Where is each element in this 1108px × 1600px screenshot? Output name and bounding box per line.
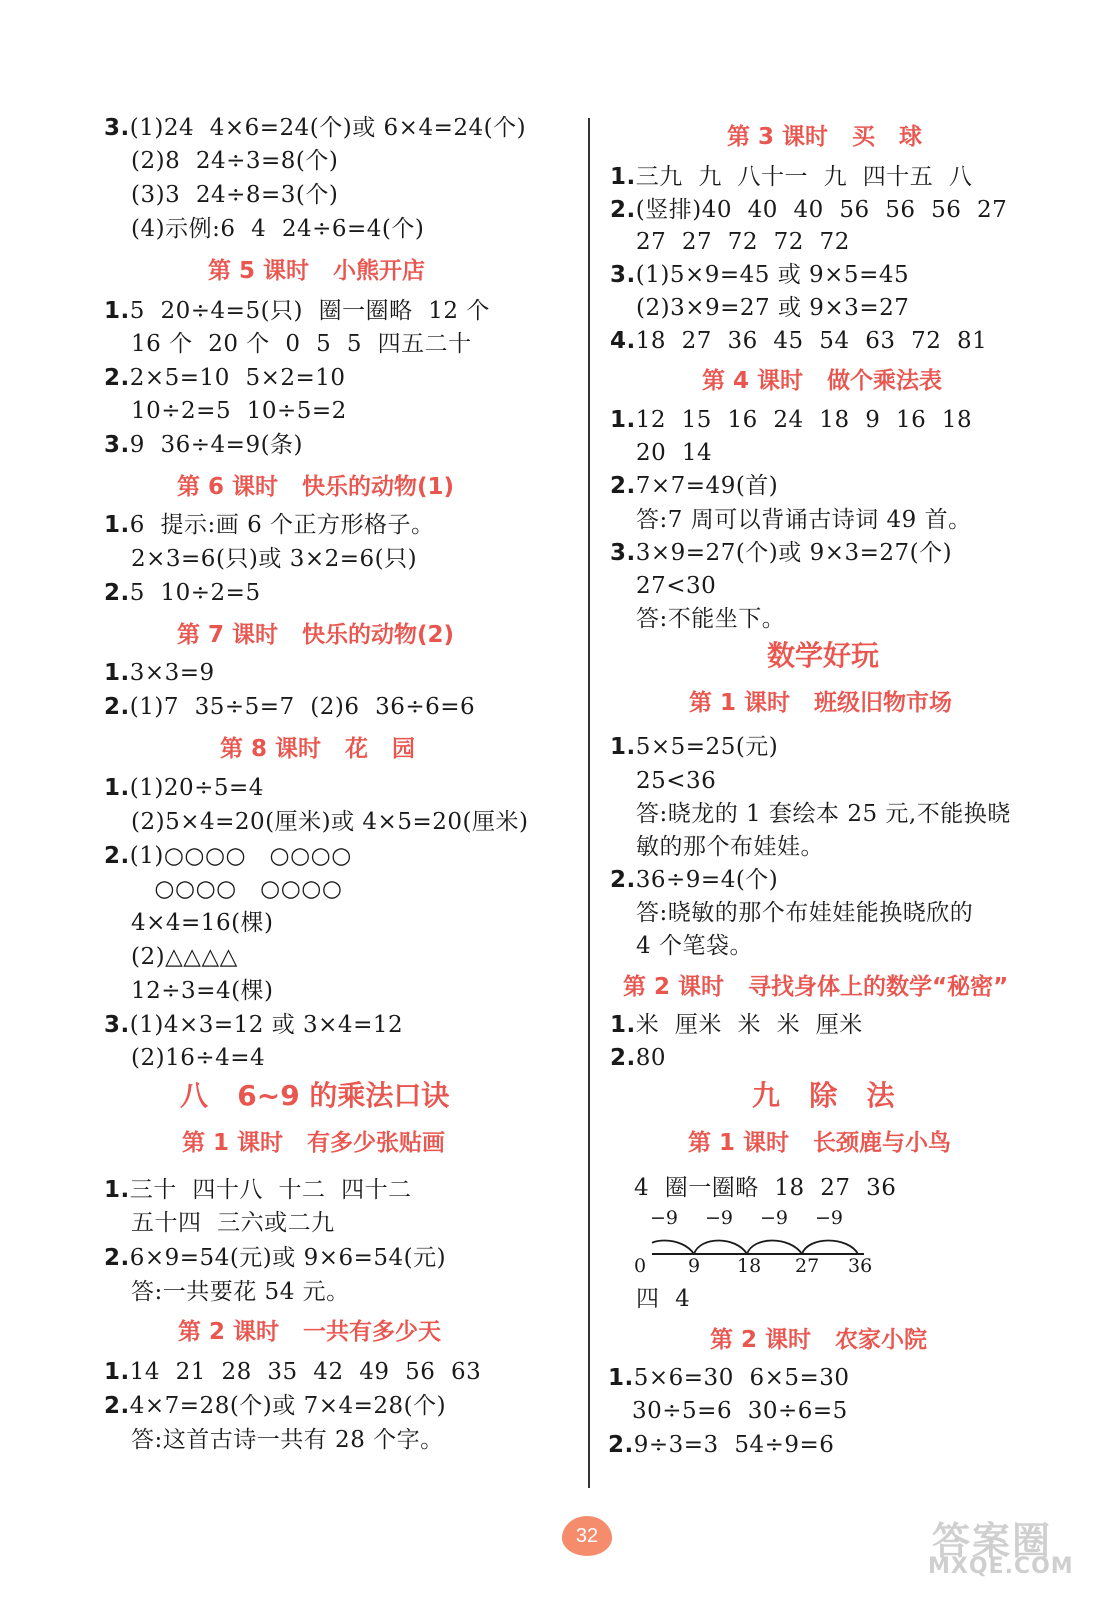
lesson-heading: 第 2 课时 一共有多少天 bbox=[178, 1319, 442, 1345]
answer-line: 2.80 bbox=[610, 1045, 667, 1071]
lesson-heading: 第 8 课时 花 园 bbox=[220, 736, 416, 762]
answer-line: 2.2×5=10 5×2=10 bbox=[104, 365, 346, 391]
lesson-heading: 第 3 课时 买 球 bbox=[727, 124, 923, 150]
answer-line: 2.(竖排)40 40 40 56 56 56 27 bbox=[610, 197, 1008, 223]
lesson-heading: 第 6 课时 快乐的动物(1) bbox=[177, 474, 455, 500]
answer-line: 25<36 bbox=[636, 768, 717, 794]
column-divider bbox=[588, 118, 590, 1488]
answer-line: 答:这首古诗一共有 28 个字。 bbox=[131, 1427, 444, 1453]
lesson-heading: 第 4 课时 做个乘法表 bbox=[702, 368, 943, 394]
watermark-top-text: 答案圈 bbox=[932, 1519, 1053, 1563]
answer-line: 四 4 bbox=[636, 1286, 691, 1312]
lesson-heading: 第 2 课时 寻找身体上的数学“秘密” bbox=[623, 974, 1009, 1000]
lesson-heading: 第 1 课时 班级旧物市场 bbox=[689, 690, 953, 716]
jump-arc bbox=[652, 1241, 694, 1255]
answer-line: 4×4=16(棵) bbox=[131, 910, 274, 936]
answer-line: 1.(1)20÷5=4 bbox=[104, 775, 264, 801]
answer-line: 20 14 bbox=[636, 440, 713, 466]
jump-arc bbox=[802, 1241, 858, 1255]
answer-line: 30÷5=6 30÷6=5 bbox=[632, 1398, 848, 1424]
answer-line: 1.三九 九 八十一 九 四十五 八 bbox=[610, 164, 973, 190]
answer-line: 敏的那个布娃娃。 bbox=[636, 834, 824, 860]
answer-line: 2.5 10÷2=5 bbox=[104, 580, 261, 606]
answer-line: 2.9÷3=3 54÷9=6 bbox=[608, 1432, 835, 1458]
answer-line: 答:晓龙的 1 套绘本 25 元,不能换晓 bbox=[636, 801, 1011, 827]
answer-line: 2.6×9=54(元)或 9×6=54(元) bbox=[104, 1245, 447, 1271]
jump-arc bbox=[747, 1241, 802, 1255]
answer-line: 答:不能坐下。 bbox=[636, 606, 786, 632]
answer-line: (2)△△△△ bbox=[131, 944, 238, 970]
answer-line: (4)示例:6 4 24÷6=4(个) bbox=[131, 216, 425, 242]
lesson-heading: 第 2 课时 农家小院 bbox=[710, 1327, 928, 1353]
answer-line: 1.6 提示:画 6 个正方形格子。 bbox=[104, 512, 435, 538]
jump-label: −9 bbox=[815, 1207, 844, 1229]
tick-label: 27 bbox=[795, 1255, 820, 1277]
jump-label: −9 bbox=[760, 1207, 789, 1229]
answer-line: 3.3×9=27(个)或 9×3=27(个) bbox=[610, 540, 953, 566]
unit-heading: 九 除 法 bbox=[752, 1079, 895, 1112]
watermark-bottom-text: MXQE.COM bbox=[928, 1554, 1074, 1579]
answer-line: 12÷3=4(棵) bbox=[131, 978, 274, 1004]
answer-line: (2)5×4=20(厘米)或 4×5=20(厘米) bbox=[131, 809, 529, 835]
lesson-heading: 第 5 课时 小熊开店 bbox=[208, 258, 426, 284]
answer-line: 1.米 厘米 米 米 厘米 bbox=[610, 1012, 863, 1038]
watermark-logo bbox=[928, 1510, 1078, 1582]
answer-line: 4.18 27 36 45 54 63 72 81 bbox=[610, 328, 988, 354]
answer-line: 2.(1)7 35÷5=7 (2)6 36÷6=6 bbox=[104, 694, 476, 720]
answer-line: 3.(1)4×3=12 或 3×4=12 bbox=[104, 1012, 404, 1038]
answer-line: 答:晓敏的那个布娃娃能换晓欣的 bbox=[636, 900, 974, 926]
answer-line: (2)16÷4=4 bbox=[131, 1045, 266, 1071]
lesson-heading: 第 7 课时 快乐的动物(2) bbox=[177, 622, 455, 648]
answer-line: 答:7 周可以背诵古诗词 49 首。 bbox=[636, 507, 972, 533]
answer-line: 27<30 bbox=[636, 573, 717, 599]
answer-line: 3.9 36÷4=9(条) bbox=[104, 432, 304, 458]
answer-line: 1.5×5=25(元) bbox=[610, 734, 779, 760]
answer-line: 1.14 21 28 35 42 49 56 63 bbox=[104, 1359, 482, 1385]
answer-line: (2)8 24÷3=8(个) bbox=[131, 148, 339, 174]
answer-line: 1.5 20÷4=5(只) 圈一圈略 12 个 bbox=[104, 298, 490, 324]
unit-heading: 八 6~9 的乘法口诀 bbox=[180, 1079, 450, 1112]
answer-line: 2.4×7=28(个)或 7×4=28(个) bbox=[104, 1393, 447, 1419]
jump-arc bbox=[694, 1241, 747, 1255]
answer-line: 2.(1)○○○○ ○○○○ bbox=[104, 843, 352, 869]
answer-line: 10÷2=5 10÷5=2 bbox=[131, 398, 347, 424]
answer-line: 1.3×3=9 bbox=[104, 660, 215, 686]
answer-line: ○○○○ ○○○○ bbox=[131, 876, 343, 902]
tick-label: 36 bbox=[848, 1255, 873, 1277]
answer-line: 答:一共要花 54 元。 bbox=[131, 1279, 350, 1305]
answer-line: 4 个笔袋。 bbox=[636, 933, 753, 959]
answer-line: 2×3=6(只)或 3×2=6(只) bbox=[131, 546, 418, 572]
tick-label: 9 bbox=[688, 1255, 701, 1277]
answer-line: (3)3 24÷8=3(个) bbox=[131, 182, 339, 208]
jump-label: −9 bbox=[650, 1207, 679, 1229]
unit-heading: 数学好玩 bbox=[767, 639, 880, 672]
jump-label: −9 bbox=[705, 1207, 734, 1229]
page-number: 32 bbox=[575, 1525, 599, 1547]
answer-line: 1.5×6=30 6×5=30 bbox=[608, 1365, 850, 1391]
tick-label: 0 bbox=[634, 1255, 647, 1277]
tick-label: 18 bbox=[737, 1255, 762, 1277]
answer-line: 1.三十 四十八 十二 四十二 bbox=[104, 1177, 412, 1203]
lesson-heading: 第 1 课时 有多少张贴画 bbox=[182, 1130, 446, 1156]
answer-line: 2.7×7=49(首) bbox=[610, 473, 779, 499]
answer-line: 3.(1)5×9=45 或 9×5=45 bbox=[610, 262, 910, 288]
lesson-heading: 第 1 课时 长颈鹿与小鸟 bbox=[688, 1130, 952, 1156]
answer-line: 2.36÷9=4(个) bbox=[610, 867, 779, 893]
answer-line: 27 27 72 72 72 bbox=[636, 229, 850, 255]
answer-line: 1.12 15 16 24 18 9 16 18 bbox=[610, 407, 973, 433]
answer-line: 五十四 三六或二九 bbox=[131, 1210, 335, 1236]
answer-line: (2)3×9=27 或 9×3=27 bbox=[636, 295, 910, 321]
answer-line: 16 个 20 个 0 5 5 四五二十 bbox=[131, 331, 472, 357]
answer-line: 4 圈一圈略 18 27 36 bbox=[634, 1175, 897, 1201]
answer-line: 3.(1)24 4×6=24(个)或 6×4=24(个) bbox=[104, 115, 527, 141]
